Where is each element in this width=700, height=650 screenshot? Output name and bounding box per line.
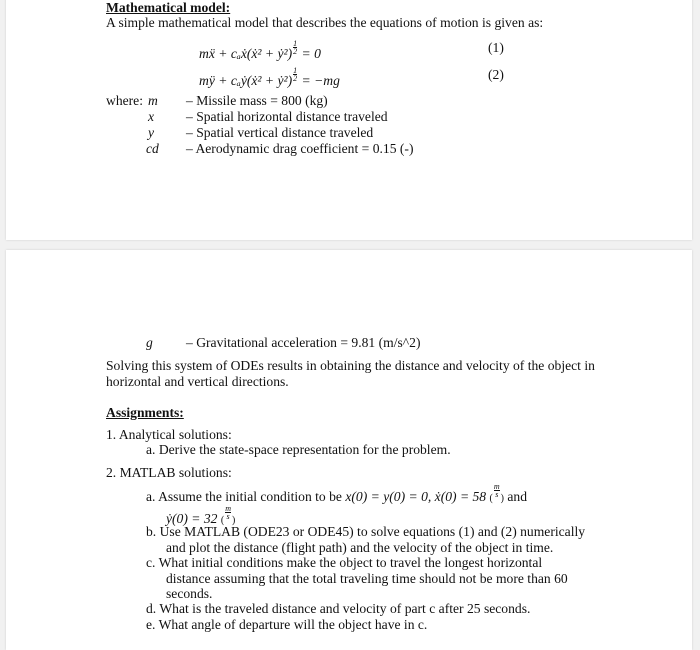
model-heading: Mathematical model:: [106, 0, 231, 15]
assignments-heading: Assignments:: [106, 405, 184, 420]
symbol-cd: cd: [146, 141, 159, 156]
item-2b-line-1: b. Use MATLAB (ODE23 or ODE45) to solve equations (1) and (2) numerically: [146, 524, 586, 539]
page-card-2: [6, 250, 692, 650]
equation-2-rhs: = −mg: [298, 73, 340, 88]
item-2-label: 2. MATLAB solutions:: [106, 465, 232, 480]
equation-2-number: (2): [488, 67, 504, 82]
equation-1-lhs: mẍ + cₐẋ(ẋ² + ẏ²): [199, 46, 293, 61]
item-2a-line-1: a. Assume the initial condition to be x(0) = y(0) = 0, ẋ(0) = 58 ( $\frac{m}{s}$ ) and: [146, 482, 528, 504]
unit-m-per-s-1: $\frac{m}{s}$: [493, 482, 500, 499]
definition-horizontal: – Spatial horizontal distance traveled: [186, 109, 388, 124]
item-2d: d. What is the traveled distance and velocity of part c after 25 seconds.: [146, 601, 531, 616]
symbol-y: y: [148, 125, 155, 140]
equation-2-lhs: mÿ + cₐẏ(ẋ² + ẏ²): [199, 73, 293, 88]
definition-vertical: – Spatial vertical distance traveled: [186, 125, 374, 140]
item-2c-line-1: c. What initial conditions make the object to travel the longest horizontal: [146, 555, 543, 570]
equation-1: [199, 40, 321, 61]
item-2a-suffix: and: [507, 489, 528, 504]
item-2a-initial-vy: ẏ(0) = 32: [166, 511, 218, 526]
item-2e: e. What angle of departure will the object have in c.: [146, 617, 428, 632]
item-2c-line-3: seconds.: [166, 586, 213, 601]
item-2a-prefix: a. Assume the initial condition to be: [146, 489, 346, 504]
item-2b-line-2: and plot the distance (flight path) and the velocity of the object in time.: [166, 540, 554, 555]
equation-1-exponent: [293, 40, 297, 55]
equation-2-exp-num: 1: [293, 66, 298, 75]
unit-m-per-s-2: $\frac{m}{s}$: [225, 504, 231, 521]
equation-1-exp-num: 1: [293, 39, 298, 48]
symbol-m: m: [148, 93, 158, 108]
where-label: where:: [106, 93, 143, 108]
solving-line-1: Solving this system of ODEs results in obtaining the distance and velocity of the object in: [106, 358, 595, 373]
symbol-g: g: [146, 335, 153, 350]
definition-gravity: – Gravitational acceleration = 9.81 (m/s^2): [186, 335, 421, 350]
item-2a-math: x(0) = y(0) = 0, ẋ(0) = 58: [345, 489, 487, 504]
equation-1-exp-den: 2: [293, 47, 298, 56]
item-1-label: 1. Analytical solutions:: [106, 427, 232, 442]
solving-line-2: horizontal and vertical directions.: [106, 374, 289, 389]
item-1a: a. Derive the state-space representation for the problem.: [146, 442, 451, 457]
equation-2-exp-den: 2: [293, 74, 298, 83]
equation-1-number: (1): [488, 40, 504, 55]
definition-drag: – Aerodynamic drag coefficient = 0.15 (-): [186, 141, 414, 156]
equation-2-exponent: [293, 67, 297, 82]
equation-1-rhs: = 0: [298, 46, 321, 61]
definition-mass: – Missile mass = 800 (kg): [186, 93, 328, 108]
item-2c-line-2: distance assuming that the total traveling time should not be more than 60: [166, 571, 568, 586]
equation-2: [199, 67, 340, 88]
item-2a-line-2: ẏ(0) = 32 ( $\frac{m}{s}$ ): [166, 504, 236, 526]
symbol-x: x: [148, 109, 155, 124]
page-card-1: [6, 0, 692, 240]
model-intro: A simple mathematical model that describes the equations of motion is given as:: [106, 15, 544, 30]
